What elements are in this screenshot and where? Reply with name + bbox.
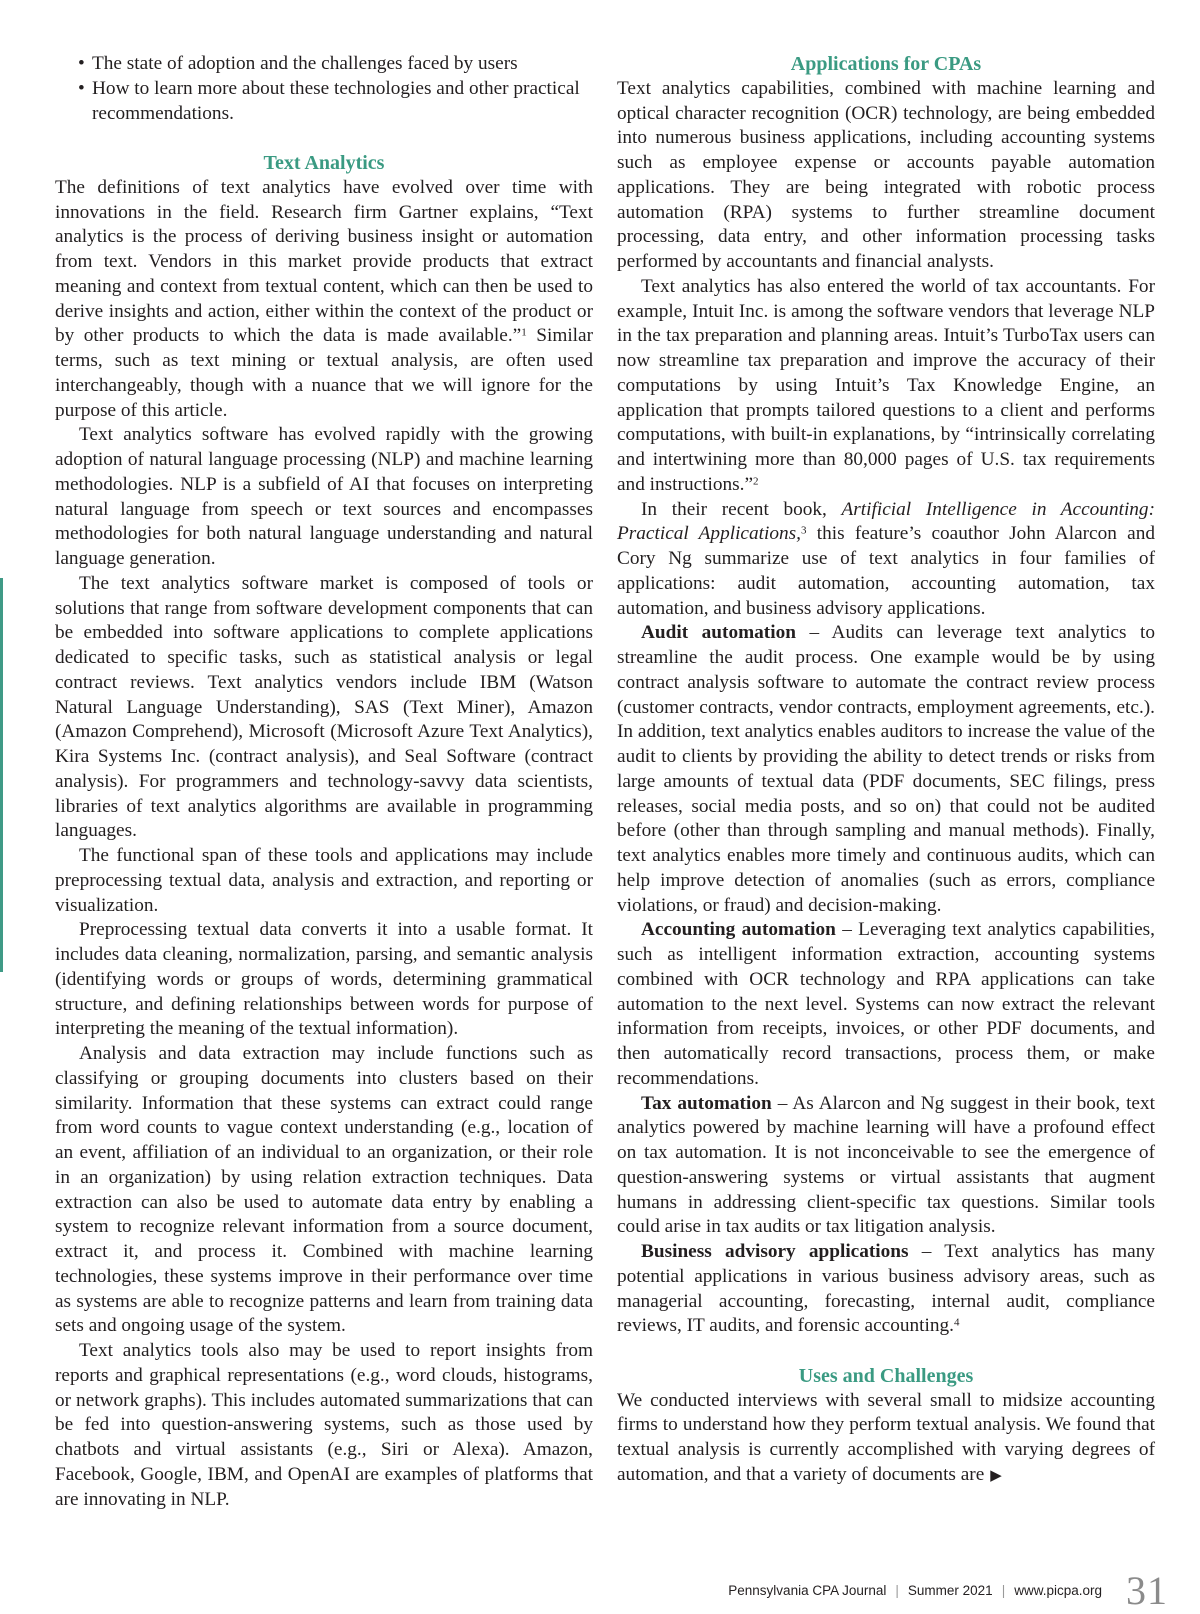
bullet-item [55,77,593,127]
paragraph: Preprocessing textual data converts it into a usable format. It includes data cleaning, normalization, parsing, and semantic analysis (identifying words or groups of words, determining grammatical structure, and defining relationships between words for purpose of interpreting the meaning of the textual information). [55,919,593,1040]
bullet-icon: • [78,77,85,99]
paragraph-accounting-automation: Accounting automation – Leveraging text analytics capabilities, such as intelligent information extraction, accounting systems combined with OCR technology and RPA applications can take automation to the next level. Systems can now extract the relevant information from receipts, invoices, or other PDF documents, and then automatically record transactions, process them, or make recommendations. [617,919,1155,1089]
footnote-ref: 1 [521,326,527,339]
page-footer [728,1568,1168,1612]
term-label: Audit automation [641,622,796,644]
page-number: 31 [1126,1567,1168,1613]
website-link[interactable]: www.picpa.org [1014,1582,1102,1598]
paragraph-audit-automation: Audit automation – Audits can leverage text analytics to streamline the audit process. One example would be by using contract analysis software to automate the contract review process (customer contracts, vendor contracts, employment agreements, etc.). In addition, text analytics enables auditors to increase the value of the audit to clients by providing the ability to detect trends or risks from large amounts of textual data (PDF documents, SEC filings, press releases, social media posts, and so on) that could not be audited before (other than through sampling and manual methods). Finally, text analytics enables more timely and continuous audits, which can help improve detection of anomalies (such as errors, compliance violations, or fraud) and decision-making. [617,622,1155,916]
paragraph-business-advisory: Business advisory applications – Text analytics has many potential applications in various business advisory areas, such as managerial accounting, forecasting, internal audit, compliance reviews, IT audits, and forensic accounting.$^4$ [617,1241,1155,1337]
paragraph: We conducted interviews with several small to midsize accounting firms to understand how they perform textual analysis. We found that textual analysis is currently accomplished with varying degrees of automation, and that a variety of documents are ▶ [617,1389,1155,1485]
footer-separator: | [1001,1582,1006,1598]
bullet-text: The state of adoption and the challenges faced by users [92,53,518,74]
issue-date: Summer 2021 [907,1582,993,1598]
paragraph: In their recent book, Artificial Intelligence in Accounting: Practical Applications,$^3$ this feature’s coauthor John Alarcon and Cory Ng summarize use of text analytics in four families of applications: audit automation, accounting automation, tax automation, and business advisory applications. [617,498,1155,619]
paragraph: The text analytics software market is composed of tools or solutions that range from software development components that can be embedded into software applications to complete applications dedicated to specific tasks, such as statistical analysis or legal contract reviews. Text analytics vendors include IBM (Watson Natural Language Understanding), SAS (Text Miner), Amazon (Amazon Comprehend), Microsoft (Microsoft Azure Text Analytics), Kira Systems Inc. (contract analysis), and Seal Software (contract analysis). For programmers and technology-savvy data scientists, libraries of text analytics algorithms are available in programming languages. [55,572,593,842]
term-label: Tax automation [641,1092,772,1114]
footer-separator: | [895,1582,899,1598]
right-column [617,52,1155,1489]
paragraph: Analysis and data extraction may include functions such as classifying or grouping documents into clusters based on their similarity. Information that these systems can extract could range from word counts to vague context understanding (e.g., location of an event, affiliation of an individual to an organization, or their role in an organization) by using relation extraction techniques. Data extraction can also be used to automate data entry by enabling a system to recognize relevant information from a source document, extract it, and process it. Combined with machine learning technologies, these systems improve in their performance over time as systems are able to recognize patterns and learn from training data sets and ongoing usage of the system. [55,1043,593,1337]
paragraph: Text analytics tools also may be used to report insights from reports and graphical representations (e.g., word clouds, histograms, or network graphs). This includes automated summarizations that can be fed into question-answering systems, such as those used by chatbots and virtual assistants (e.g., Siri or Alexa). Amazon, Facebook, Google, IBM, and OpenAI are examples of platforms that are innovating in NLP. [55,1340,593,1510]
paragraph-tax-automation: Tax automation – As Alarcon and Ng suggest in their book, text analytics powered by machine learning will have a profound effect on tax automation. It is not inconceivable to see the emergence of question-answering systems or virtual assistants that augment humans in addressing client-specific tax questions. Similar tools could arise in tax audits or tax litigation analysis. [617,1092,1155,1238]
bullet-list [55,52,593,126]
footnote-ref: 2 [753,475,759,488]
left-column [55,52,593,1512]
bullet-item [55,52,593,77]
bullet-icon: • [78,53,85,74]
heading-applications-for-cpas: Applications for CPAs [790,53,982,75]
continue-arrow-icon: ▶ [990,1467,1002,1484]
page-edge-bar [0,578,3,972]
paragraph: The functional span of these tools and applications may include preprocessing textual data, analysis and extraction, and reporting or visualization. [55,845,593,916]
book-title: Artificial Intelligence in Accounting: Practical Applications, [617,498,1155,545]
bullet-text: How to learn more about these technologies and other practical recommendations. [92,77,580,124]
paragraph: The definitions of text analytics have evolved over time with innovations in the field. Research firm Gartner explains, “Text analytics is the process of deriving business insight or automation from text. Vendors in this market provide products that extract meaning and context from textual content, which can then be used to derive insights and action, either within the context of the product or by other products to which the data is made available.”$^1$ Similar terms, such as text mining or textual analysis, are often used interchangeably, though with a nuance that we will ignore for the purpose of this article. [55,176,594,421]
paragraph: Text analytics capabilities, combined with machine learning and optical character recognition (OCR) technology, are being embedded into numerous business applications, including accounting systems such as employee expense or accounts payable automation applications. They are being integrated with robotic process automation (RPA) systems to further streamline document processing, data entry, and other information processing tasks performed by accountants and financial analysts. [617,77,1155,272]
paragraph: Text analytics software has evolved rapidly with the growing adoption of natural language processing (NLP) and machine learning methodologies. NLP is a subfield of AI that focuses on interpreting natural language from speech or text sources and encompasses methodologies for both natural language understanding and natural language generation. [55,424,593,569]
heading-uses-and-challenges: Uses and Challenges [798,1364,974,1387]
paragraph: Text analytics has also entered the world of tax accountants. For example, Intuit Inc. is among the software vendors that leverage NLP in the tax preparation and planning areas. Intuit’s TurboTax users can now streamline tax preparation and improve the accuracy of their computations by using Intuit’s Tax Knowledge Engine, an application that prompts tailored questions to a client and performs computations, with built-in explanations, by “intrinsically correlating and intertwining more than 80,000 pages of U.S. tax requirements and instructions.”$^2$ [617,275,1155,495]
term-label: Business advisory applications [641,1241,909,1262]
term-label: Accounting automation [641,919,836,941]
footnote-ref: 4 [953,1316,960,1329]
footnote-ref: 3 [800,524,807,537]
journal-name: Pennsylvania CPA Journal [728,1582,887,1598]
heading-text-analytics: Text Analytics [263,152,385,174]
